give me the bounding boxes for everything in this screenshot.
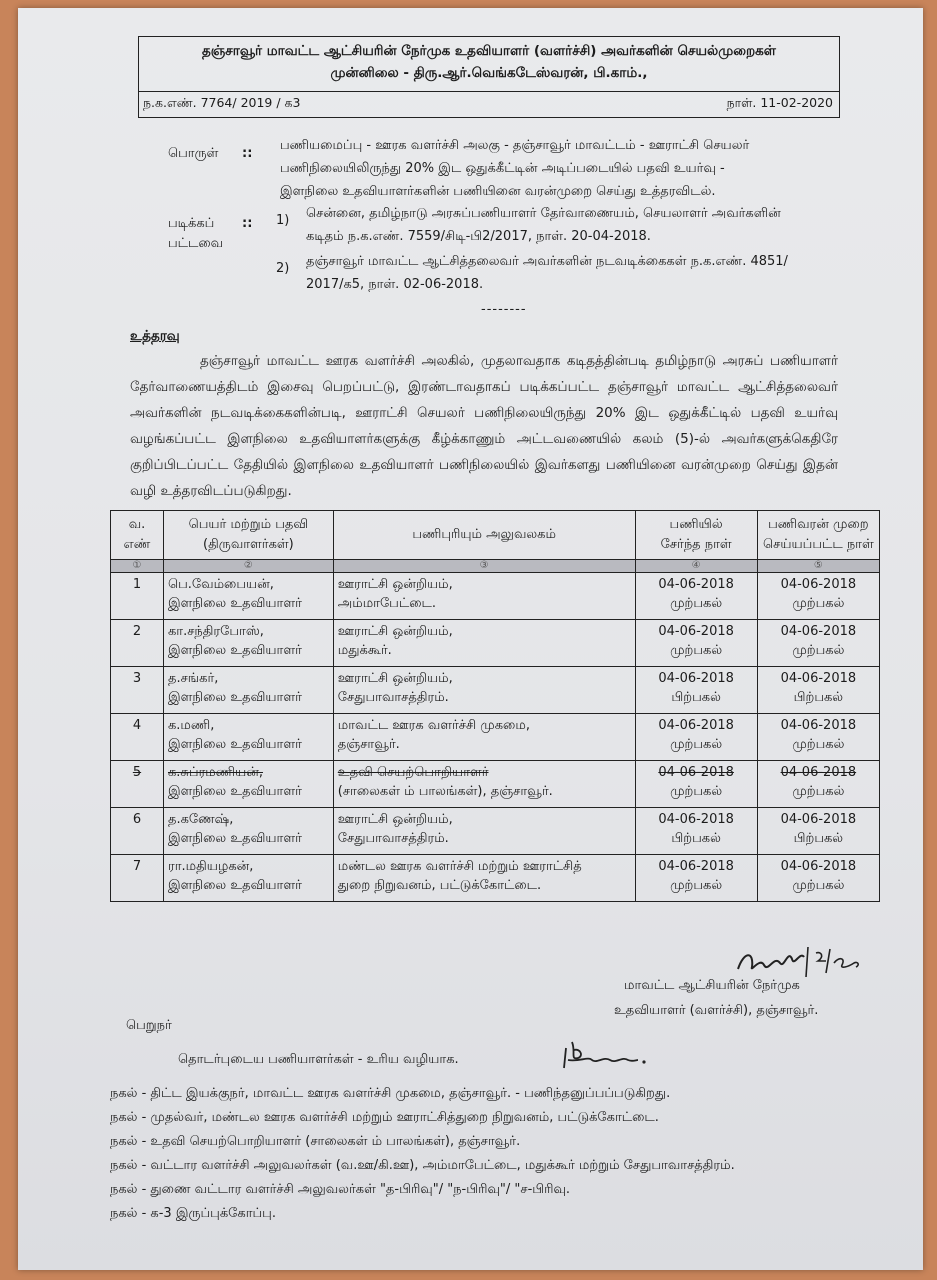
staff-post: இளநிலை உதவியாளர் bbox=[167, 878, 302, 893]
session-text: முற்பகல் bbox=[792, 643, 845, 658]
office-line: (சாலைகள் ம் பாலங்கள்), தஞ்சாவூர். bbox=[337, 784, 553, 799]
column-number: ③ bbox=[333, 560, 635, 573]
session-text: முற்பகல் bbox=[670, 878, 723, 893]
session-text: பிற்பகல் bbox=[671, 831, 721, 846]
cell-office bbox=[333, 620, 635, 667]
cell-sl: 4 bbox=[111, 714, 164, 761]
header-text: பெயர் மற்றும் பதவி bbox=[188, 517, 309, 532]
cell-regularised-date bbox=[757, 714, 879, 761]
reference-line: சென்னை, தமிழ்நாடு அரசுப்பணியாளர் தேர்வாணையம், செயலாளர் அவர்களின் bbox=[306, 206, 781, 221]
order-heading: உத்தரவு bbox=[130, 328, 180, 344]
header-text: பணிவரன் முறை bbox=[768, 517, 869, 532]
cell-regularised-date bbox=[757, 573, 879, 620]
cell-sl bbox=[111, 761, 164, 808]
copy-to-1: நகல் - திட்ட இயக்குநர், மாவட்ட ஊரக வளர்ச்சி முகமை, தஞ்சாவூர். - பணிந்தனுப்பப்படுகிறது. bbox=[110, 1086, 671, 1101]
staff-name: ரா.மதியழகன், bbox=[167, 859, 254, 874]
struck-text: 5 bbox=[132, 765, 142, 780]
copy-to-4: நகல் - வட்டார வளர்ச்சி அலுவலர்கள் (வ.ஊ/கி.ஊ), அம்மாபேட்டை, மதுக்கூர் மற்றும் சேதுபாவாசத்திரம். bbox=[110, 1158, 735, 1173]
cell-office bbox=[333, 573, 635, 620]
office-line: உதவி செயற்பொறியாளர் bbox=[337, 765, 489, 780]
column-number: ② bbox=[163, 560, 333, 573]
header-box bbox=[138, 36, 840, 118]
staff-post: இளநிலை உதவியாளர் bbox=[167, 784, 302, 799]
section-divider: -------- bbox=[481, 302, 527, 317]
cell-sl: 1 bbox=[111, 573, 164, 620]
cell-regularised-date bbox=[757, 667, 879, 714]
subject-text bbox=[280, 134, 840, 203]
session-text: முற்பகல் bbox=[670, 596, 723, 611]
cell-office bbox=[333, 808, 635, 855]
table-row bbox=[111, 761, 880, 808]
session-text: முற்பகல் bbox=[792, 737, 845, 752]
office-line: ஊராட்சி ஒன்றியம், bbox=[337, 577, 453, 592]
cell-join-date bbox=[635, 620, 757, 667]
staff-name: க.சுப்ரமணியன், bbox=[167, 765, 263, 780]
header-sl bbox=[111, 511, 164, 560]
session-text: முற்பகல் bbox=[670, 643, 723, 658]
header-text: சேர்ந்த நாள் bbox=[660, 537, 732, 552]
staff-post: இளநிலை உதவியாளர் bbox=[167, 690, 302, 705]
date-text: 04-06-2018 bbox=[658, 718, 734, 733]
cell-join-date bbox=[635, 714, 757, 761]
cell-name bbox=[163, 808, 333, 855]
header-title: தஞ்சாவூர் மாவட்ட ஆட்சியரின் நேர்முக உதவியாளர் (வளர்ச்சி) அவர்களின் செயல்முறைகள் bbox=[202, 43, 776, 59]
date-text: 04-06-2018 bbox=[780, 624, 857, 639]
cell-name bbox=[163, 573, 333, 620]
cell-sl: 2 bbox=[111, 620, 164, 667]
cell-name bbox=[163, 855, 333, 902]
staff-name: பெ.வேம்பையன், bbox=[167, 577, 274, 592]
column-number-row bbox=[111, 560, 880, 573]
date-text: 04-06-2018 bbox=[780, 671, 857, 686]
staff-regularisation-table bbox=[110, 510, 880, 902]
reference-line: தஞ்சாவூர் மாவட்ட ஆட்சித்தலைவர் அவர்களின் நடவடிக்கைகள் ந.க.எண். 4851/ bbox=[306, 254, 788, 269]
cell-office bbox=[333, 667, 635, 714]
office-line: தஞ்சாவூர். bbox=[337, 737, 400, 752]
header-office: பணிபுரியும் அலுவலகம் bbox=[333, 511, 635, 560]
cell-join-date bbox=[635, 855, 757, 902]
office-line: ஊராட்சி ஒன்றியம், bbox=[337, 624, 453, 639]
date-text: 04-06-2018 bbox=[658, 671, 734, 686]
session-text: பிற்பகல் bbox=[793, 690, 844, 705]
copy-to-6: நகல் - க-3 இருப்புக்கோப்பு. bbox=[110, 1206, 276, 1221]
date-text: 04-06-2018 bbox=[780, 812, 857, 827]
subject-label: பொருள் bbox=[168, 146, 219, 161]
column-number: ① bbox=[111, 560, 164, 573]
staff-post: இளநிலை உதவியாளர் bbox=[167, 643, 302, 658]
column-number: ⑤ bbox=[757, 560, 879, 573]
date-text: 04-06-2018 bbox=[658, 765, 734, 780]
cell-join-date bbox=[635, 667, 757, 714]
staff-name: கா.சந்திரபோஸ், bbox=[167, 624, 264, 639]
date-text: 04-06-2018 bbox=[780, 859, 857, 874]
reference-item-1 bbox=[306, 202, 846, 248]
column-number: ④ bbox=[635, 560, 757, 573]
references-label-2: பட்டவை bbox=[168, 236, 224, 251]
header-regularised-date bbox=[757, 511, 879, 560]
cell-sl: 3 bbox=[111, 667, 164, 714]
reference-item-number: 2) bbox=[276, 261, 290, 276]
reference-number: ந.க.எண். 7764/ 2019 / க3 bbox=[143, 95, 301, 110]
office-line: சேதுபாவாசத்திரம். bbox=[337, 831, 449, 846]
staff-name: க.மணி, bbox=[167, 718, 215, 733]
table-row bbox=[111, 667, 880, 714]
table-row bbox=[111, 714, 880, 761]
cell-name bbox=[163, 667, 333, 714]
cell-regularised-date bbox=[757, 808, 879, 855]
date-text: 04-06-2018 bbox=[658, 812, 734, 827]
office-line: மதுக்கூர். bbox=[337, 643, 392, 658]
references-label-1: படிக்கப் bbox=[168, 216, 215, 231]
office-line: ஊராட்சி ஒன்றியம், bbox=[337, 812, 453, 827]
staff-post: இளநிலை உதவியாளர் bbox=[167, 737, 302, 752]
header-name bbox=[163, 511, 333, 560]
header-join-date bbox=[635, 511, 757, 560]
cell-office bbox=[333, 855, 635, 902]
document-page bbox=[18, 8, 923, 1270]
office-line: துறை நிறுவனம், பட்டுக்கோட்டை. bbox=[337, 878, 542, 893]
office-line: சேதுபாவாசத்திரம். bbox=[337, 690, 449, 705]
staff-name: த.கணேஷ், bbox=[167, 812, 234, 827]
cell-regularised-date bbox=[757, 620, 879, 667]
office-line: மாவட்ட ஊரக வளர்ச்சி முகமை, bbox=[337, 718, 530, 733]
copy-to-2: நகல் - முதல்வர், மண்டல ஊரக வளர்ச்சி மற்றும் ஊராட்சித்துறை நிறுவனம், பட்டுக்கோட்டை. bbox=[110, 1110, 659, 1125]
table-row bbox=[111, 573, 880, 620]
handwritten-initial bbox=[558, 1038, 648, 1074]
office-line: ஊராட்சி ஒன்றியம், bbox=[337, 671, 453, 686]
table-header-row bbox=[111, 511, 880, 560]
subject-line: இளநிலை உதவியாளர்களின் பணியினை வரன்முறை செய்து உத்தரவிடல். bbox=[280, 184, 716, 199]
copy-to-5: நகல் - துணை வட்டார வளர்ச்சி அலுவலர்கள் "த-பிரிவு"/ "ந-பிரிவு"/ "ச-பிரிவு. bbox=[110, 1182, 571, 1197]
recipients-label: பெறுநர் bbox=[126, 1018, 172, 1033]
table-row bbox=[111, 808, 880, 855]
header-text: (திருவாளர்கள்) bbox=[203, 537, 294, 552]
table-row bbox=[111, 620, 880, 667]
header-presiding: முன்னிலை - திரு.ஆர்.வெங்கடேஸ்வரன், பி.காம்., bbox=[330, 65, 648, 81]
cell-name bbox=[163, 714, 333, 761]
order-date: நாள். 11-02-2020 bbox=[726, 95, 833, 110]
cell-sl: 6 bbox=[111, 808, 164, 855]
order-body: தஞ்சாவூர் மாவட்ட ஊரக வளர்ச்சி அலகில், முதலாவதாக கடிதத்தின்படி தமிழ்நாடு அரசுப் பணியாளர் தேர்வாணையத்திடம் இசைவு பெறப்பட்டு, இரண்டாவதாகப் படிக்கப்பட்ட தஞ்சாவூர் மாவட்ட ஆட்சித்தலைவர் அவர்களின் நடவடிக்கைகளின்படி, ஊராட்சி செயலர் பணிநிலையிருந்து 20% இட ஒதுக்கீட்டில் பதவி உயர்வு வழங்கப்பட்ட இளநிலை உதவியாளர்களுக்கு கீழ்க்காணும் அட்டவணையில் கலம் (5)-ல் அவர்களுக்கெதிரே குறிப்பிடப்பட்ட தேதியில் இளநிலை உதவியாளர் பணிநிலையில் இவர்களது பணியினை வரன்முறை செய்து இதன் வழி உத்தரவிடப்படுகிறது. bbox=[130, 353, 838, 499]
staff-post: இளநிலை உதவியாளர் bbox=[167, 596, 302, 611]
date-text: 04-06-2018 bbox=[658, 859, 734, 874]
date-text: 04-06-2018 bbox=[780, 577, 857, 592]
date-text: 04-06-2018 bbox=[780, 765, 857, 780]
reference-item-2 bbox=[306, 250, 846, 296]
copy-to-3: நகல் - உதவி செயற்பொறியாளர் (சாலைகள் ம் பாலங்கள்), தஞ்சாவூர். bbox=[110, 1134, 521, 1149]
cell-name bbox=[163, 761, 333, 808]
office-line: அம்மாபேட்டை. bbox=[337, 596, 436, 611]
cell-office bbox=[333, 714, 635, 761]
recipients-staff: தொடர்புடைய பணியாளர்கள் - உரிய வழியாக. bbox=[178, 1052, 459, 1067]
date-text: 04-06-2018 bbox=[658, 624, 734, 639]
staff-post: இளநிலை உதவியாளர் bbox=[167, 831, 302, 846]
session-text: பிற்பகல் bbox=[671, 690, 721, 705]
cell-regularised-date bbox=[757, 855, 879, 902]
reference-line: கடிதம் ந.க.எண். 7559/சிடி-பி2/2017, நாள். 20-04-2018. bbox=[306, 229, 651, 244]
signatory-designation-1: மாவட்ட ஆட்சியரின் நேர்முக bbox=[624, 978, 800, 993]
cell-name bbox=[163, 620, 333, 667]
header-text: செய்யப்பட்ட நாள் bbox=[763, 537, 874, 552]
session-text: பிற்பகல் bbox=[793, 831, 844, 846]
header-text: வ. bbox=[128, 517, 146, 532]
table-row bbox=[111, 855, 880, 902]
session-text: முற்பகல் bbox=[670, 784, 723, 799]
reference-item-number: 1) bbox=[276, 213, 290, 228]
signatory-designation-2: உதவியாளர் (வளர்ச்சி), தஞ்சாவூர். bbox=[614, 1003, 819, 1018]
cell-sl: 7 bbox=[111, 855, 164, 902]
office-line: மண்டல ஊரக வளர்ச்சி மற்றும் ஊராட்சித் bbox=[337, 859, 582, 874]
handwritten-signature bbox=[734, 943, 864, 981]
date-text: 04-06-2018 bbox=[658, 577, 734, 592]
header-text: பணியில் bbox=[669, 517, 723, 532]
subject-line: பணியமைப்பு - ஊரக வளர்ச்சி அலகு - தஞ்சாவூர் மாவட்டம் - ஊராட்சி செயலர் bbox=[280, 138, 750, 153]
staff-name: த.சங்கர், bbox=[167, 671, 219, 686]
cell-regularised-date bbox=[757, 761, 879, 808]
session-text: முற்பகல் bbox=[792, 784, 845, 799]
reference-line: 2017/க5, நாள். 02-06-2018. bbox=[306, 277, 484, 292]
session-text: முற்பகல் bbox=[792, 878, 845, 893]
cell-join-date bbox=[635, 808, 757, 855]
session-text: முற்பகல் bbox=[792, 596, 845, 611]
subject-line: பணிநிலையிலிருந்து 20% இட ஒதுக்கீட்டின் அடிப்படையில் பதவி உயர்வு - bbox=[280, 161, 725, 176]
session-text: முற்பகல் bbox=[670, 737, 723, 752]
date-text: 04-06-2018 bbox=[780, 718, 857, 733]
cell-join-date bbox=[635, 761, 757, 808]
cell-office bbox=[333, 761, 635, 808]
cell-join-date bbox=[635, 573, 757, 620]
references-separator: :: bbox=[242, 216, 253, 231]
header-text: எண் bbox=[123, 537, 151, 552]
subject-separator: :: bbox=[242, 146, 253, 161]
header-divider bbox=[139, 91, 839, 92]
